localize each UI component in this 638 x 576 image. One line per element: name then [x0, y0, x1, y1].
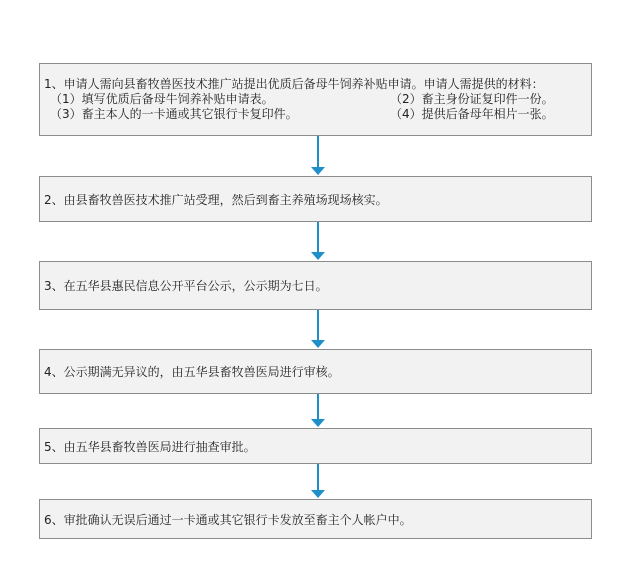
- flow-step-2: [39, 176, 592, 222]
- step-4-text: 4、公示期满无异议的，由五华县畜牧兽医局进行审核。: [44, 365, 340, 379]
- step-6-text: 6、审批确认无误后通过一卡通或其它银行卡发放至畜主个人帐户中。: [44, 512, 412, 527]
- step-2-text: 2、由县畜牧兽医技术推广站受理，然后到畜主养殖场现场核实。: [44, 192, 388, 207]
- step-1-row-1: [44, 92, 591, 107]
- step-5-text: 5、由五华县畜牧兽医局进行抽查审批。: [44, 439, 256, 454]
- arrow-down-icon: [311, 310, 325, 349]
- arrow-down-icon: [311, 222, 325, 261]
- step-1-item-4: （4）提供后备母年相片一张。: [390, 107, 554, 121]
- step-1-item-3: （3）畜主本人的一卡通或其它银行卡复印件。: [50, 107, 298, 121]
- arrow-down-icon: [311, 394, 325, 428]
- step-1-row-2: [44, 107, 591, 122]
- step-1-title: 1、申请人需向县畜牧兽医技术推广站提出优质后备母牛饲养补贴申请。申请人需提供的材料：: [44, 77, 544, 91]
- flow-step-5: [39, 428, 592, 464]
- step-1-item-1: （1）填写优质后备母牛饲养补贴申请表。: [50, 92, 274, 106]
- flow-step-3: [39, 261, 592, 310]
- flow-step-6: [39, 499, 592, 539]
- flow-step-1: [39, 63, 592, 136]
- step-1-item-2: （2）畜主身份证复印件一份。: [390, 92, 554, 106]
- arrow-down-icon: [311, 136, 325, 176]
- step-3-text: 3、在五华县惠民信息公开平台公示，公示期为七日。: [44, 279, 328, 293]
- flow-step-4: [39, 349, 592, 394]
- arrow-down-icon: [311, 464, 325, 499]
